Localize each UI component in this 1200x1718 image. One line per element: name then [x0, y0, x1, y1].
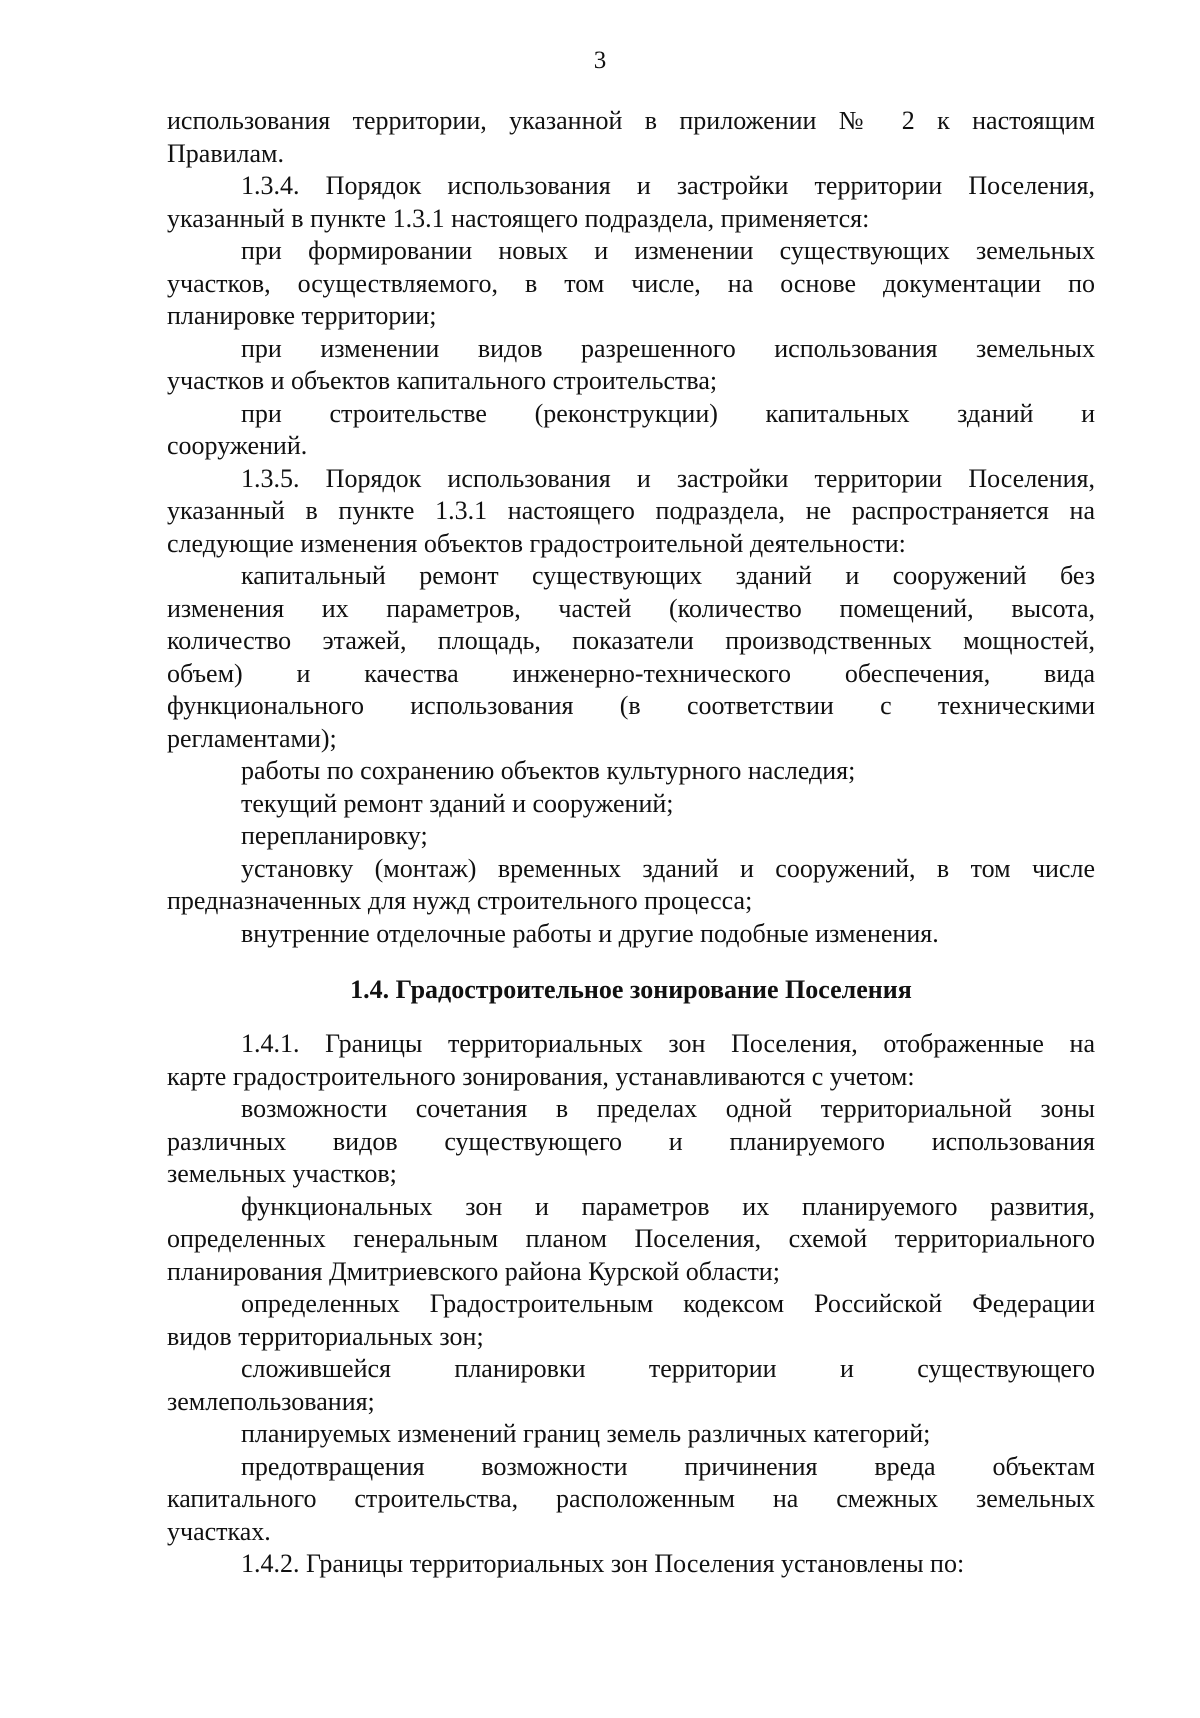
text-line: предотвращения возможности причинения вреда объектам	[241, 1451, 1095, 1481]
text-line: при строительстве (реконструкции) капитальных зданий и	[241, 398, 1095, 428]
text-line: определенных Градостроительным кодексом Российской Федерации	[241, 1289, 1095, 1318]
text-line: капитальный ремонт существующих зданий и сооружений без	[241, 561, 1095, 590]
text-line: Правилам.	[167, 138, 284, 168]
text-line: перепланировку;	[241, 821, 428, 850]
text-line: планировке территории;	[167, 301, 437, 330]
text-line: регламентами);	[167, 723, 337, 753]
text-line: функциональных зон и параметров их планируемого развития,	[241, 1191, 1095, 1221]
text-line: сложившейся планировки территории и существующего	[241, 1354, 1095, 1383]
text-line: 1.3.5. Порядок использования и застройки территории Поселения,	[241, 463, 1095, 493]
text-line: 1.4.1. Границы территориальных зон Поселения, отображенные на	[241, 1029, 1095, 1058]
text-line: возможности сочетания в пределах одной территориальной зоны	[241, 1094, 1095, 1123]
text-line: количество этажей, площадь, показатели производственных мощностей,	[167, 626, 1095, 655]
text-line: внутренние отделочные работы и другие подобные изменения.	[241, 918, 939, 948]
text-line: указанный в пункте 1.3.1 настоящего подраздела, применяется:	[167, 203, 870, 233]
text-line: капитального строительства, расположенным на смежных земельных	[167, 1484, 1095, 1513]
text-line: видов территориальных зон;	[167, 1321, 484, 1351]
text-line: сооружений.	[167, 431, 308, 460]
page-number: 3	[593, 47, 607, 74]
text-line: указанный в пункте 1.3.1 настоящего подраздела, не распространяется на	[167, 496, 1095, 525]
text-line: планируемых изменений границ земель различных категорий;	[241, 1419, 931, 1448]
section-1-4-text	[167, 1028, 1095, 1581]
text-line: следующие изменения объектов градостроительной деятельности:	[167, 528, 906, 558]
text-line: различных видов существующего и планируемого использования	[167, 1126, 1095, 1156]
text-line: земельных участков;	[167, 1159, 397, 1188]
text-line: участков и объектов капитального строительства;	[167, 366, 718, 395]
text-line: участках.	[167, 1516, 271, 1546]
text-line: функционального использования (в соответствии с техническими	[167, 691, 1095, 720]
text-line: изменения их параметров, частей (количество помещений, высота,	[167, 593, 1095, 623]
text-line: использования территории, указанной в приложении № 2 к настоящим	[167, 106, 1095, 135]
text-line: 1.4.2. Границы территориальных зон Поселения установлены по:	[241, 1549, 965, 1578]
text-line: землепользования;	[167, 1386, 375, 1416]
text-line: установку (монтаж) временных зданий и сооружений, в том числе	[241, 853, 1095, 883]
text-line: при формировании новых и изменении существующих земельных	[241, 236, 1095, 265]
text-line: карте градостроительного зонирования, устанавливаются с учетом:	[167, 1061, 915, 1091]
section-1-3-text	[167, 105, 1095, 950]
text-line: работы по сохранению объектов культурного наследия;	[241, 756, 856, 785]
text-line: 1.3.4. Порядок использования и застройки территории Поселения,	[241, 171, 1095, 200]
text-line: предназначенных для нужд строительного процесса;	[167, 886, 753, 915]
text-line: участков, осуществляемого, в том числе, на основе документации по	[167, 268, 1095, 298]
document-body	[167, 105, 1095, 1581]
text-line: планирования Дмитриевского района Курской области;	[167, 1256, 780, 1286]
text-line: объем) и качества инженерно-технического обеспечения, вида	[167, 658, 1095, 688]
section-heading-1-4: 1.4. Градостроительное зонирование Поселения	[350, 975, 912, 1004]
text-line: текущий ремонт зданий и сооружений;	[241, 788, 674, 818]
text-line: определенных генеральным планом Поселения, схемой территориального	[167, 1224, 1095, 1253]
text-line: при изменении видов разрешенного использования земельных	[241, 333, 1095, 363]
